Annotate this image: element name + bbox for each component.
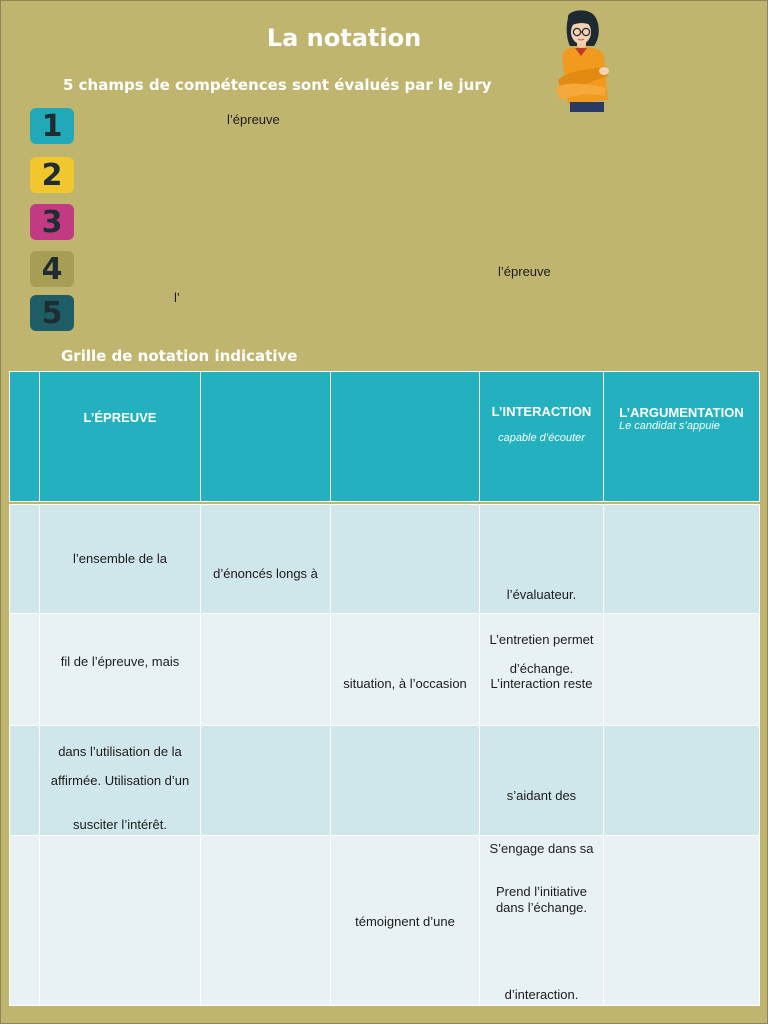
cell-text: témoignent d’une xyxy=(355,914,455,929)
notation-grid xyxy=(9,371,760,1006)
competence-badge-1: 1 xyxy=(30,108,74,144)
grid-header-epreuve xyxy=(40,372,201,502)
cell-text: dans l’utilisation de la xyxy=(58,744,182,759)
cell-text: L’entretien permet xyxy=(489,632,594,647)
cell-text: dans l’échange. xyxy=(495,900,588,915)
grid-header-index xyxy=(10,372,40,502)
row-col4-cell xyxy=(331,614,480,726)
row-argumentation-cell xyxy=(604,726,760,836)
row-index-cell xyxy=(10,836,40,1006)
competence-badge-3: 3 xyxy=(30,204,74,240)
cell-text: L’interaction reste xyxy=(490,676,593,691)
row-interaction-cell xyxy=(480,836,604,1006)
competence-badge-2: 2 xyxy=(30,157,74,193)
row-col4-cell xyxy=(331,726,480,836)
row-epreuve-cell xyxy=(40,726,201,836)
grid-header-col4 xyxy=(331,372,480,502)
row-index-cell xyxy=(10,614,40,726)
cell-text: affirmée. Utilisation d’un xyxy=(50,773,190,788)
cell-text: fil de l’épreuve, mais xyxy=(60,654,180,669)
row-interaction-cell xyxy=(480,505,604,614)
page-subtitle: 5 champs de compétences sont évalués par le jury xyxy=(63,76,492,94)
row-argumentation-cell xyxy=(604,505,760,614)
cell-text: S’engage dans sa xyxy=(489,841,594,856)
grid-header-argumentation xyxy=(604,372,760,502)
cell-text: l’évaluateur. xyxy=(506,587,577,602)
row-col4-cell xyxy=(331,505,480,614)
cell-text: d’énoncés longs à xyxy=(213,566,318,581)
page-title: La notation xyxy=(266,24,422,52)
grid-header-interaction xyxy=(480,372,604,502)
cell-text: situation, à l’occasion xyxy=(343,676,467,691)
row-epreuve-cell xyxy=(40,614,201,726)
row-col4-cell xyxy=(331,836,480,1006)
table-row xyxy=(10,836,760,1006)
header-label: L’INTERACTION xyxy=(491,404,592,419)
row-col3-cell xyxy=(201,614,331,726)
competence-5-text: l’ xyxy=(174,290,180,305)
row-col3-cell xyxy=(201,836,331,1006)
cell-text: s’aidant des xyxy=(506,788,577,803)
cell-text: susciter l’intérêt. xyxy=(73,817,167,832)
row-interaction-cell xyxy=(480,726,604,836)
cell-text: d’interaction. xyxy=(504,987,579,1002)
row-index-cell xyxy=(10,505,40,614)
competence-badge-4: 4 xyxy=(30,251,74,287)
header-label: L’ÉPREUVE xyxy=(83,410,157,425)
grid-title: Grille de notation indicative xyxy=(61,347,298,365)
row-epreuve-cell xyxy=(40,505,201,614)
row-index-cell xyxy=(10,726,40,836)
cell-text: d’échange. xyxy=(509,661,574,676)
competence-1-text: l’épreuve xyxy=(227,112,280,127)
row-argumentation-cell xyxy=(604,614,760,726)
grid-header-row xyxy=(10,372,760,502)
grid-header-col3 xyxy=(201,372,331,502)
table-row xyxy=(10,505,760,614)
table-row xyxy=(10,614,760,726)
row-interaction-cell xyxy=(480,614,604,726)
row-col3-cell xyxy=(201,726,331,836)
header-label: L’ARGUMENTATION xyxy=(619,405,744,420)
row-col3-cell xyxy=(201,505,331,614)
cell-text: l’ensemble de la xyxy=(73,551,167,566)
competence-4-text: l’épreuve xyxy=(498,264,551,279)
table-row xyxy=(10,726,760,836)
header-sub: Le candidat s’appuie xyxy=(619,420,720,432)
competence-badge-5: 5 xyxy=(30,295,74,331)
row-argumentation-cell xyxy=(604,836,760,1006)
teacher-illustration xyxy=(548,8,616,112)
header-sub: capable d’écouter xyxy=(498,432,585,444)
cell-text: Prend l’initiative xyxy=(495,884,588,899)
row-epreuve-cell xyxy=(40,836,201,1006)
